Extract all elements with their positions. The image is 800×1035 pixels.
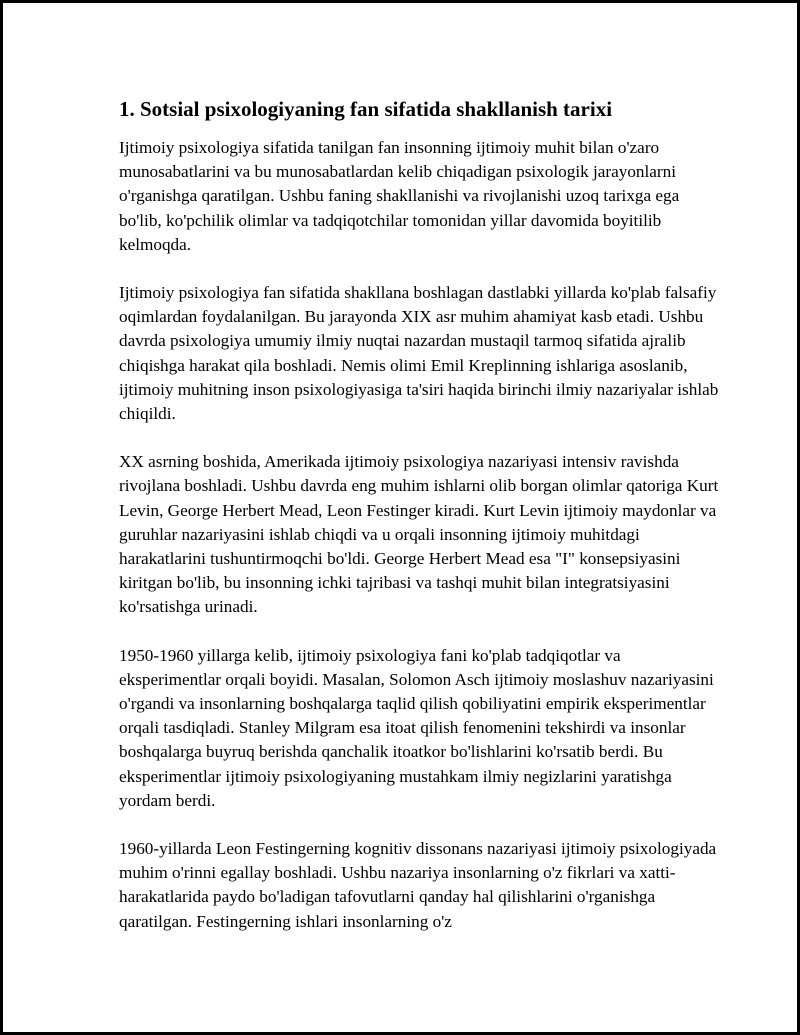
paragraph-5: 1960-yillarda Leon Festingerning kognitiv dissonans nazariyasi ijtimoiy psixologiyada muhim o'rinni egallay boshladi. Ushbu nazariya insonlarning o'z fikrlari va xatti-harakatlarida paydo bo'ladigan tafovutlarni qanday hal qilishlarini o'rganishga qaratilgan. Festingerning ishlari insonlarning o'z — [119, 839, 717, 931]
paragraph-1: Ijtimoiy psixologiya sifatida tanilgan fan insonning ijtimoiy muhit bilan o'zaro munosabatlarini va bu munosabatlardan kelib chiqadigan psixologik jarayonlarni o'rganishga qaratilgan. Ushbu faning shakllanishi va rivojlanishi uzoq tarixga ega bo'lib, ko'pchilik olimlar va tadqiqotchilar tomonidan yillar davomida boyitilib kelmoqda. — [119, 138, 680, 254]
paragraph-2: Ijtimoiy psixologiya fan sifatida shakllana boshlagan dastlabki yillarda ko'plab falsafiy oqimlardan foydalanilgan. Bu jarayonda XIX asr muhim ahamiyat kasb etadi. Ushbu davrda psixologiya umumiy ilmiy nuqtai nazardan mustaqil tarmoq sifatida ajralib chiqishga harakat qila boshladi. Nemis olimi Emil Kreplinning ishlariga asoslanib, ijtimoiy muhitning inson psixologiyasiga ta'siri haqida birinchi ilmiy nazariyalar ishlab chiqildi. — [119, 283, 719, 424]
document-body — [119, 95, 719, 958]
section-heading: 1. Sotsial psixologiyaning fan sifatida shakllanish tarixi — [119, 97, 613, 121]
paragraph-3: XX asrning boshida, Amerikada ijtimoiy psixologiya nazariyasi intensiv ravishda rivojlana boshladi. Ushbu davrda eng muhim ishlarni olib borgan olimlar qatoriga Kurt Levin, George Herbert Mead, Leon Festinger kiradi. Kurt Levin ijtimoiy maydonlar va guruhlar nazariyasini ishlab chiqdi va u orqali insonning ijtimoiy muhitdagi harakatlarini tushuntirmoqchi bo'ldi. George Herbert Mead esa "I" konsepsiyasini kiritgan bo'lib, bu insonning ichki tajribasi va tashqi muhit bilan integratsiyasini ko'rsatishga urinadi. — [119, 452, 719, 617]
paragraph-4: 1950-1960 yillarga kelib, ijtimoiy psixologiya fani ko'plab tadqiqotlar va eksperimentlar orqali boyidi. Masalan, Solomon Asch ijtimoiy moslashuv nazariyasini o'rgandi va insonlarning boshqalarga taqlid qilish qobiliyatini empirik eksperimentlar orqali tasdiqladi. Stanley Milgram esa itoat qilish fenomenini tekshirdi va insonlar boshqalarga buyruq berishda qanchalik itoatkor bo'lishlarini ko'rsatib berdi. Bu eksperimentlar ijtimoiy psixologiyaning mustahkam ilmiy negizlarini yaratishga yordam berdi. — [119, 645, 714, 810]
